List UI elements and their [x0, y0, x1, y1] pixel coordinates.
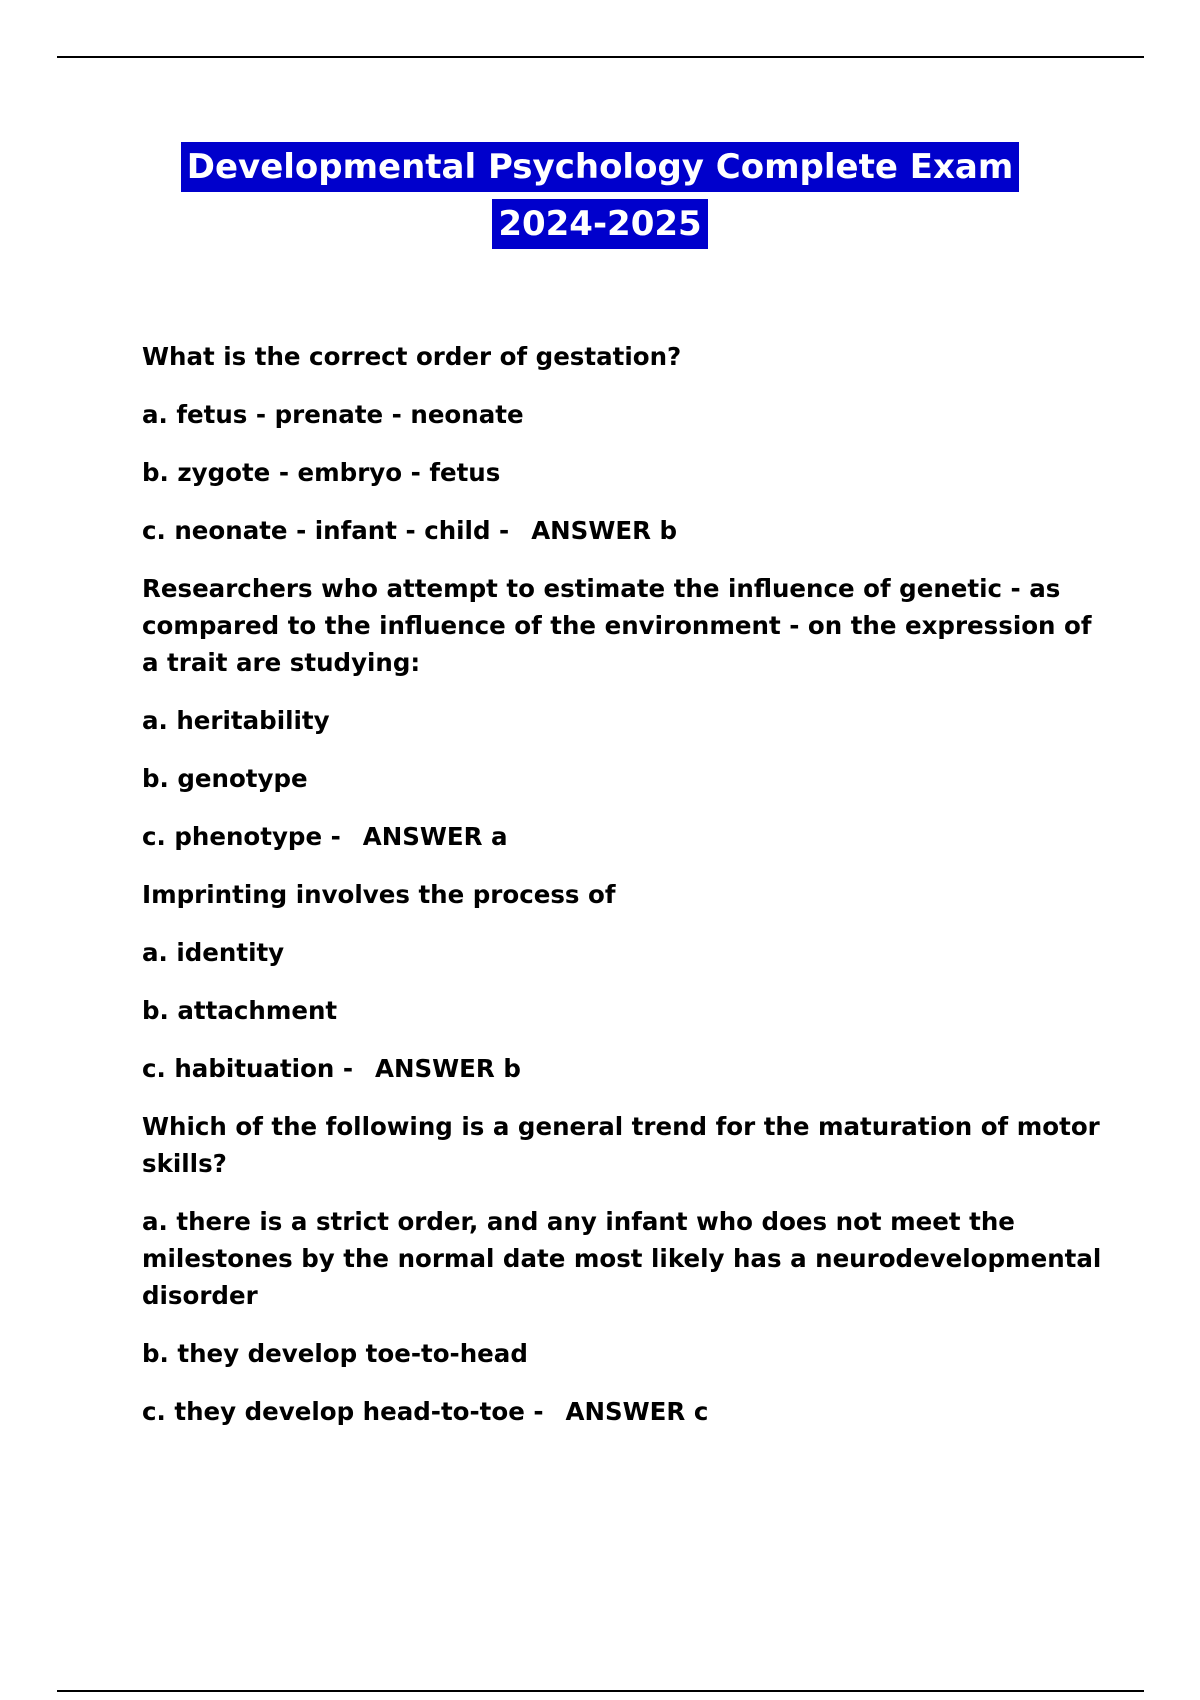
bottom-rule — [57, 1690, 1144, 1692]
option-a: a. identity — [142, 938, 285, 967]
answer-label: ANSWER b — [375, 1054, 521, 1083]
option-a: a. heritability — [142, 706, 330, 735]
answer-label: ANSWER a — [362, 822, 508, 851]
question-block — [142, 876, 1102, 1087]
top-rule — [57, 56, 1144, 58]
question-text: What is the correct order of gestation? — [142, 342, 682, 371]
exam-content — [142, 338, 1102, 1451]
option-c-line — [142, 1393, 1102, 1430]
option-c: c. phenotype - — [142, 822, 341, 851]
option-c-line — [142, 1050, 1102, 1087]
question-block — [142, 1108, 1102, 1430]
option-c-line — [142, 818, 1102, 855]
option-b: b. zygote - embryo - fetus — [142, 458, 501, 487]
title-line-2: 2024-2025 — [492, 199, 707, 249]
option-b: b. they develop toe-to-head — [142, 1339, 528, 1368]
option-c: c. they develop head-to-toe - — [142, 1397, 544, 1426]
question-block — [142, 570, 1102, 855]
question-text: Which of the following is a general trend for the maturation of motor skills? — [142, 1112, 1100, 1178]
question-text: Imprinting involves the process of — [142, 880, 616, 909]
option-b: b. attachment — [142, 996, 338, 1025]
option-c: c. habituation - — [142, 1054, 354, 1083]
question-block — [142, 338, 1102, 549]
answer-label: ANSWER c — [565, 1397, 709, 1426]
document-title — [0, 142, 1200, 249]
option-a: a. there is a strict order, and any infant who does not meet the milestones by the normal date most likely has a neurodevelopmental disorder — [142, 1207, 1102, 1310]
option-c-line — [142, 512, 1102, 549]
answer-label: ANSWER b — [531, 516, 678, 545]
option-c: c. neonate - infant - child - — [142, 516, 510, 545]
option-b: b. genotype — [142, 764, 308, 793]
option-a: a. fetus - prenate - neonate — [142, 400, 524, 429]
question-text: Researchers who attempt to estimate the influence of genetic - as compared to the influence of the environment - on the expression of a trait are studying: — [142, 574, 1092, 677]
title-line-1: Developmental Psychology Complete Exam — [181, 142, 1020, 192]
